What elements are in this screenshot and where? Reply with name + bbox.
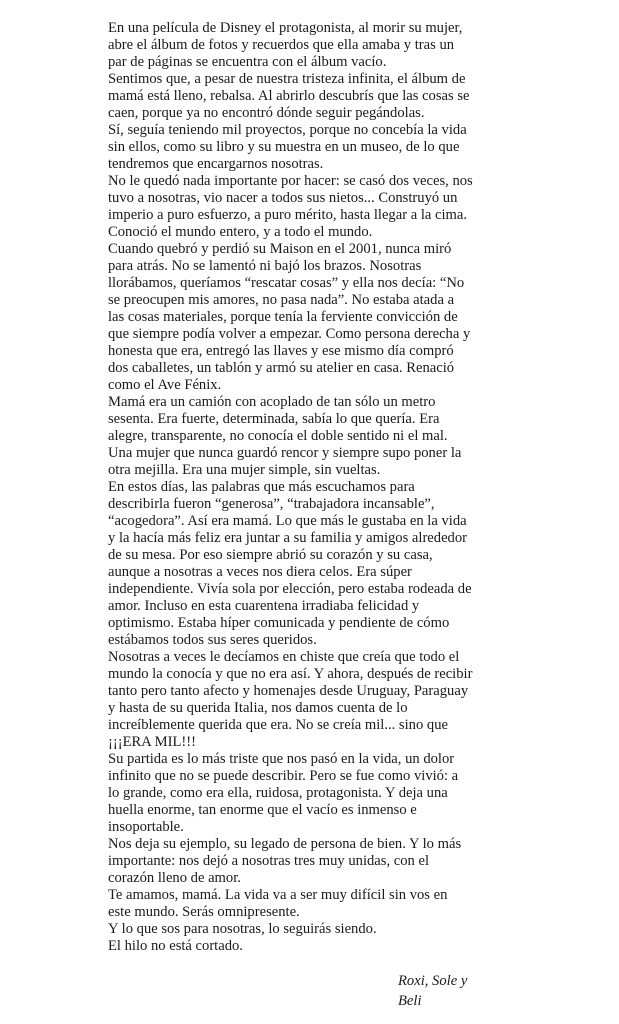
text-line: ¡¡¡ERA MIL!!! bbox=[108, 734, 196, 750]
text-line: imperio a puro esfuerzo, a puro mérito, hasta llegar a la cima. bbox=[108, 207, 468, 223]
text-line: Nos deja su ejemplo, su legado de persona de bien. Y lo más bbox=[108, 836, 462, 852]
text-line: las cosas materiales, porque tenía la ferviente convicción de bbox=[108, 309, 458, 325]
text-line: sesenta. Era fuerte, determinada, sabía lo que quería. Era bbox=[108, 411, 440, 427]
text-line: lo grande, como era ella, ruidosa, protagonista. Y deja una bbox=[108, 785, 448, 801]
text-line: se preocupen mis amores, no pasa nada”. No estaba atada a bbox=[108, 292, 455, 308]
text-line: optimismo. Estaba híper comunicada y pendiente de cómo bbox=[108, 615, 450, 631]
text-line: describirla fueron “generosa”, “trabajadora incansable”, bbox=[108, 496, 435, 512]
text-line: y hasta de su querida Italia, nos damos cuenta de lo bbox=[108, 700, 408, 716]
text-line: par de páginas se encuentra con el álbum vacío. bbox=[108, 54, 387, 70]
text-line: y la hacía más feliz era juntar a su familia y amigos alrededor bbox=[108, 530, 468, 546]
text-line: Nosotras a veces le decíamos en chiste que creía que todo el bbox=[108, 649, 460, 665]
text-line: estábamos todos sus seres queridos. bbox=[108, 632, 317, 648]
text-line: aunque a nosotras a veces nos diera celos. Era súper bbox=[108, 564, 412, 580]
text-line: Y lo que sos para nosotras, lo seguirás siendo. bbox=[108, 921, 377, 937]
text-line: mamá está lleno, rebalsa. Al abrirlo descubrís que las cosas se bbox=[108, 88, 470, 104]
text-line: Cuando quebró y perdió su Maison en el 2001, nunca miró bbox=[108, 241, 452, 257]
text-line: otra mejilla. Era una mujer simple, sin vueltas. bbox=[108, 462, 381, 478]
text-line: llorábamos, queríamos “rescatar cosas” y ella nos decía: “No bbox=[108, 275, 465, 291]
text-line: Mamá era un camión con acoplado de tan sólo un metro bbox=[108, 394, 436, 410]
text-line: de su mesa. Por eso siempre abrió su corazón y su casa, bbox=[108, 547, 433, 563]
text-line: huella enorme, tan enorme que el vacío es inmenso e bbox=[108, 802, 417, 818]
text-line: tendremos que encargarnos nosotras. bbox=[108, 156, 324, 172]
text-line: sin ellos, como su libro y su muestra en un museo, de lo que bbox=[108, 139, 460, 155]
text-line: Te amamos, mamá. La vida va a ser muy difícil sin vos en bbox=[108, 887, 448, 903]
text-line: independiente. Vivía sola por elección, pero estaba rodeada de bbox=[108, 581, 472, 597]
text-line: alegre, transparente, no conocía el doble sentido ni el mal. bbox=[108, 428, 448, 444]
text-line: tanto pero tanto afecto y homenajes desde Uruguay, Paraguay bbox=[108, 683, 469, 699]
text-line: mundo la conocía y que no era así. Y ahora, después de recibir bbox=[108, 666, 473, 682]
text-line: Sentimos que, a pesar de nuestra tristeza infinita, el álbum de bbox=[108, 71, 466, 87]
text-line: En una película de Disney el protagonista, al morir su mujer, bbox=[108, 20, 463, 36]
text-line: Conoció el mundo entero, y a todo el mundo. bbox=[108, 224, 373, 240]
text-line: “acogedora”. Así era mamá. Lo que más le gustaba en la vida bbox=[108, 513, 467, 529]
text-line: para atrás. No se lamentó ni bajó los brazos. Nosotras bbox=[108, 258, 422, 274]
text-line: que siempre podía volver a empezar. Como persona derecha y bbox=[108, 326, 471, 342]
text-line: Una mujer que nunca guardó rencor y siempre supo poner la bbox=[108, 445, 462, 461]
text-line: Sí, seguía teniendo mil proyectos, porque no concebía la vida bbox=[108, 122, 467, 138]
signature-line: Beli bbox=[398, 993, 422, 1009]
text-line: increíblemente querida que era. No se creía mil... sino que bbox=[108, 717, 448, 733]
text-line: amor. Incluso en esta cuarentena irradiaba felicidad y bbox=[108, 598, 420, 614]
text-line: abre el álbum de fotos y recuerdos que ella amaba y tras un bbox=[108, 37, 455, 53]
text-line: dos caballetes, un tablón y armó su atelier en casa. Renació bbox=[108, 360, 455, 376]
text-line: insoportable. bbox=[108, 819, 184, 835]
text-line: este mundo. Serás omnipresente. bbox=[108, 904, 300, 920]
text-line: El hilo no está cortado. bbox=[108, 938, 243, 954]
text-line: tuvo a nosotras, vio nacer a todos sus nietos... Construyó un bbox=[108, 190, 458, 206]
text-line: infinito que no se puede describir. Pero se fue como vivió: a bbox=[108, 768, 459, 784]
signature-line: Roxi, Sole y bbox=[398, 973, 468, 989]
text-line: corazón lleno de amor. bbox=[108, 870, 241, 886]
text-line: Su partida es lo más triste que nos pasó en la vida, un dolor bbox=[108, 751, 455, 767]
text-line: honesta que era, entregó las llaves y ese mismo día compró bbox=[108, 343, 454, 359]
letter-body bbox=[108, 20, 528, 955]
text-line: importante: nos dejó a nosotras tres muy unidas, con el bbox=[108, 853, 429, 869]
text-line: No le quedó nada importante por hacer: se casó dos veces, nos bbox=[108, 173, 473, 189]
text-line: En estos días, las palabras que más escuchamos para bbox=[108, 479, 415, 495]
text-line: caen, porque ya no encontró dónde seguir pegándolas. bbox=[108, 105, 425, 121]
text-line: como el Ave Fénix. bbox=[108, 377, 222, 393]
signature bbox=[398, 971, 467, 1011]
